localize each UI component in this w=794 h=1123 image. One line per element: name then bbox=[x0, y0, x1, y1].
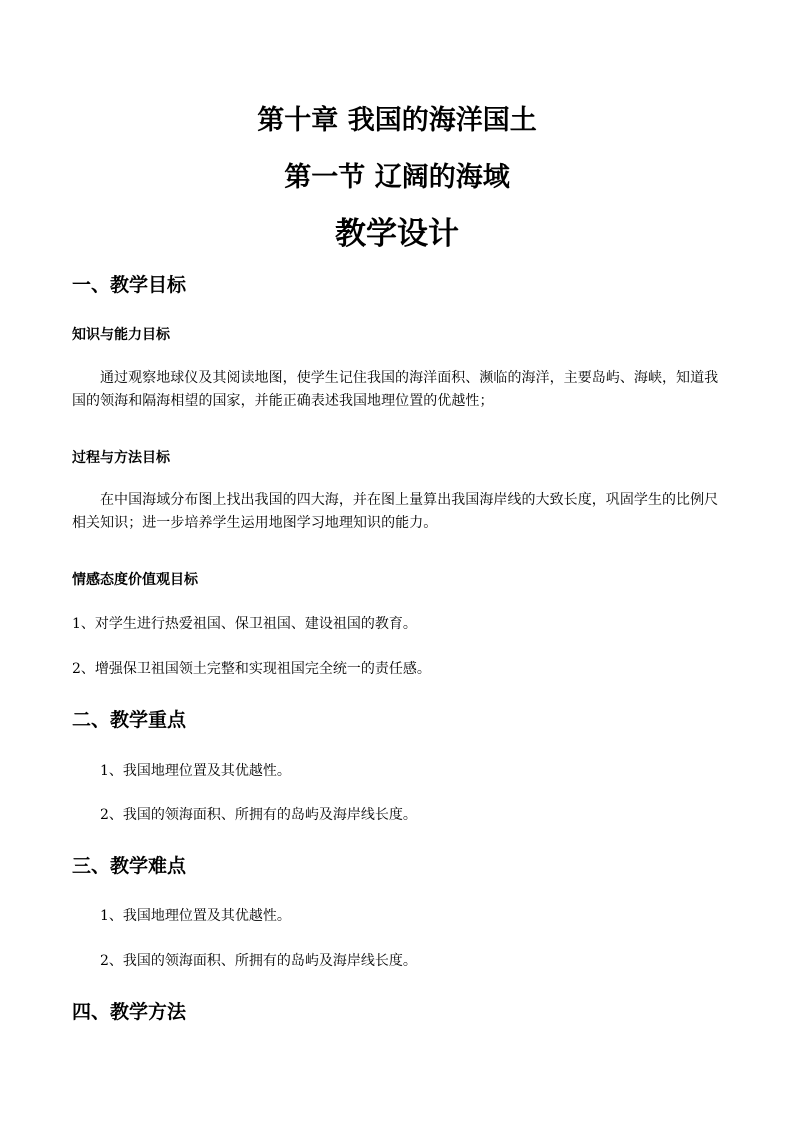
key-point-item: 1、我国地理位置及其优越性。 bbox=[100, 763, 291, 779]
emotion-objective-item: 1、对学生进行热爱祖国、保卫祖国、建设祖国的教育。 bbox=[72, 616, 417, 632]
knowledge-objective-text: 通过观察地球仪及其阅读地图，使学生记住我国的海洋面积、濒临的海洋，主要岛屿、海峡，知道我国的领海和隔海相望的国家，并能正确表述我国地理位置的优越性； bbox=[72, 370, 719, 409]
difficulty-item: 2、我国的领海面积、所拥有的岛屿及海岸线长度。 bbox=[100, 953, 417, 969]
chapter-title: 第十章 我国的海洋国土 bbox=[257, 105, 537, 136]
difficulty-item: 1、我国地理位置及其优越性。 bbox=[100, 908, 291, 924]
methods-heading: 四、教学方法 bbox=[72, 1001, 187, 1023]
process-objective-text: 在中国海域分布图上找出我国的四大海，并在图上量算出我国海岸线的大致长度，巩固学生的比例尺相关知识；进一步培养学生运用地图学习地理知识的能力。 bbox=[72, 492, 719, 531]
key-point-item: 2、我国的领海面积、所拥有的岛屿及海岸线长度。 bbox=[100, 807, 417, 823]
knowledge-objective-heading: 知识与能力目标 bbox=[72, 327, 170, 343]
key-points-heading: 二、教学重点 bbox=[72, 709, 187, 731]
difficulties-heading: 三、教学难点 bbox=[72, 855, 187, 877]
main-title: 教学设计 bbox=[335, 216, 459, 252]
emotion-objective-heading: 情感态度价值观目标 bbox=[72, 572, 198, 588]
emotion-objective-item: 2、增强保卫祖国领土完整和实现祖国完全统一的责任感。 bbox=[72, 661, 431, 677]
objectives-heading: 一、教学目标 bbox=[72, 274, 187, 296]
section-title: 第一节 辽阔的海域 bbox=[284, 162, 510, 193]
process-objective-heading: 过程与方法目标 bbox=[72, 450, 170, 466]
